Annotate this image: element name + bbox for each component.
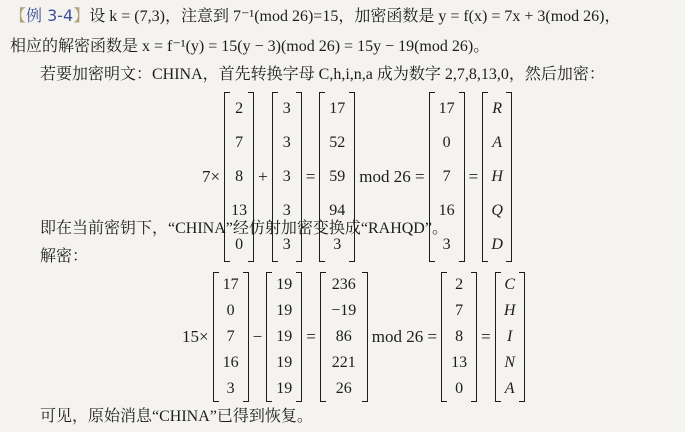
matrix-cell: 52 — [329, 134, 346, 151]
matrix-cell: 19 — [276, 328, 293, 345]
matrix-cell: 17 — [222, 276, 239, 293]
matrix-cell: 3 — [226, 380, 235, 397]
matrix-cell: 16 — [438, 202, 455, 219]
decrypt-matrix-plain — [495, 272, 525, 402]
line1-text: 设 k = (7,3)，注意到 7⁻¹(mod 26)=15，加密函数是 y = f(x) = 7x + 3(mod 26)， — [89, 8, 621, 25]
matrix-cell: 7 — [235, 134, 244, 151]
mod-operator: mod 26 = — [371, 327, 438, 346]
encrypt-matrix-cipher — [482, 92, 512, 262]
matrix-cell: H — [491, 168, 503, 185]
example-line-1 — [10, 6, 620, 27]
equals-sign: = — [305, 167, 316, 186]
matrix-cell: 59 — [329, 168, 346, 185]
decrypt-equation — [178, 272, 525, 402]
matrix-cell: 3 — [282, 236, 291, 253]
line2-text: 相应的解密函数是 x = f⁻¹(y) = 15(y − 3)(mod 26) = 15y − 19(mod 26)。 — [10, 38, 490, 55]
matrix-cell: 8 — [455, 328, 464, 345]
matrix-cell: Q — [491, 202, 503, 219]
encrypt-multiplier: 7× — [202, 167, 221, 186]
matrix-cell: 2 — [235, 100, 244, 117]
matrix-cell: 3 — [442, 236, 451, 253]
matrix-cell: 2 — [455, 276, 464, 293]
matrix-cell: 3 — [282, 100, 291, 117]
matrix-cell: 0 — [226, 302, 235, 319]
matrix-cell: N — [504, 354, 516, 371]
matrix-cell: 3 — [333, 236, 342, 253]
tag-text: 例 3-4 — [26, 6, 74, 25]
matrix-cell: 0 — [442, 134, 451, 151]
matrix-cell: 221 — [331, 354, 356, 371]
matrix-cell: D — [491, 236, 503, 253]
matrix-cell: 3 — [282, 134, 291, 151]
matrix-cell: 17 — [438, 100, 455, 117]
matrix-cell: C — [504, 276, 516, 293]
conclusion-text: 可见，原始消息“CHINA”已得到恢复。 — [40, 408, 313, 425]
example-line-2 — [10, 36, 489, 57]
matrix-cell: R — [492, 100, 503, 117]
decrypt-label-line — [40, 246, 88, 267]
example-line-3 — [40, 64, 605, 85]
matrix-cell: 0 — [455, 380, 464, 397]
matrix-cell: 7 — [442, 168, 451, 185]
plus-sign: + — [258, 167, 268, 186]
matrix-cell: I — [507, 328, 513, 345]
matrix-cell: 7 — [455, 302, 464, 319]
matrix-cell: 8 — [235, 168, 244, 185]
matrix-cell: A — [504, 380, 515, 397]
tag-bracket-left: 【 — [10, 6, 27, 25]
middle-text: 即在当前密钥下，“CHINA”经仿射加密变换成“RAHQD”。 — [40, 220, 448, 237]
equals-sign: = — [481, 327, 491, 346]
tag-bracket-right: 】 — [73, 6, 90, 25]
matrix-cell: 3 — [282, 168, 291, 185]
matrix-cell: 7 — [226, 328, 235, 345]
line3-text: 若要加密明文：CHINA，首先转换字母 C,h,i,n,a 成为数字 2,7,8,13,0，然后加密： — [40, 66, 605, 83]
matrix-cell: 13 — [231, 202, 248, 219]
matrix-cell: 236 — [331, 276, 356, 293]
middle-line — [40, 218, 448, 239]
matrix-cell: H — [503, 302, 516, 319]
matrix-cell: 0 — [235, 236, 244, 253]
decrypt-label: 解密： — [40, 248, 89, 265]
matrix-cell: 13 — [451, 354, 468, 371]
matrix-cell: A — [492, 134, 503, 151]
minus-sign: − — [252, 327, 263, 346]
decrypt-multiplier: 15× — [182, 327, 209, 346]
matrix-cell: 94 — [329, 202, 346, 219]
matrix-cell: 19 — [276, 302, 293, 319]
matrix-cell: 16 — [222, 354, 239, 371]
decrypt-matrix-mod — [441, 272, 477, 402]
matrix-cell: 19 — [276, 380, 293, 397]
equals-sign: = — [306, 327, 316, 346]
example-tag — [10, 6, 89, 25]
decrypt-matrix-cipher — [213, 272, 249, 402]
matrix-cell: 19 — [276, 276, 293, 293]
matrix-cell: 19 — [276, 354, 293, 371]
matrix-cell: 17 — [329, 100, 346, 117]
matrix-cell: 86 — [335, 328, 352, 345]
mod-operator: mod 26 = — [359, 167, 425, 186]
matrix-cell: 26 — [335, 380, 352, 397]
decrypt-matrix-diff — [320, 272, 368, 402]
decrypt-matrix-offset — [266, 272, 302, 402]
matrix-cell: −19 — [331, 302, 357, 319]
conclusion-line — [40, 406, 313, 427]
matrix-cell: 3 — [282, 202, 291, 219]
equals-sign: = — [468, 167, 479, 186]
